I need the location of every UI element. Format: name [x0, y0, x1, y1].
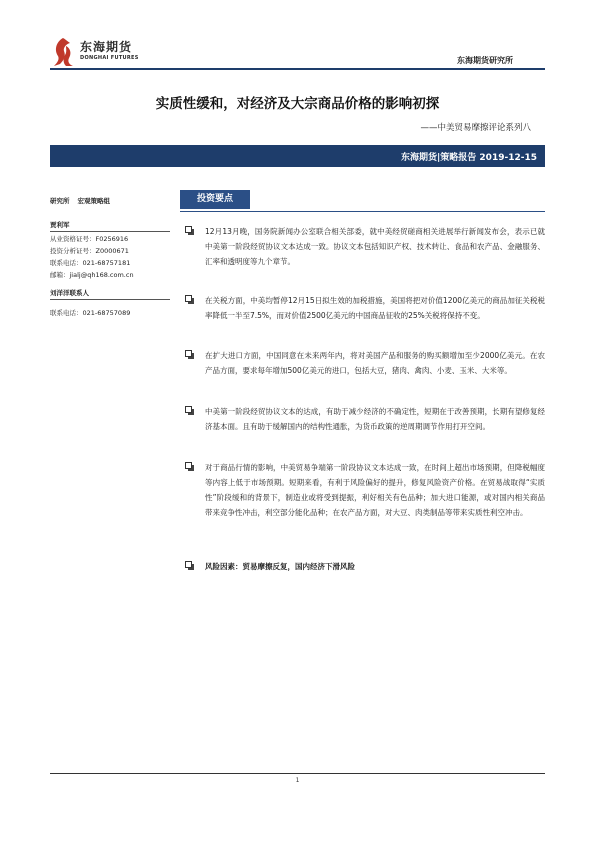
header-department: 东海期货研究所: [457, 56, 513, 65]
sidebar-department: [50, 196, 170, 205]
section-divider: [180, 211, 545, 212]
checkbox-bullet-icon: [185, 226, 192, 233]
analyst-license: 从业资格证号：F0256916: [50, 235, 129, 243]
list-item: [185, 224, 545, 269]
brand-name-en: DONGHAI FUTURES: [80, 55, 139, 61]
list-item: [185, 404, 545, 434]
analyst-investment-license: 投资分析证号：Z0000671: [50, 247, 129, 255]
footer-divider: [50, 773, 545, 774]
list-item: [185, 460, 545, 520]
list-item: [185, 293, 545, 323]
bullet-text: 对于商品行情的影响，中美贸易争端第一阶段协议文本达成一致，在时间上超出市场预期，但降税幅度等内容上低于市场预期。短期来看，有利于风险偏好的提升，修复风险资产价格。在贸易战取得“实质性”阶段缓和的背景下，制造业或将受到提振，利好相关有色品种；加大进口能源，或对国内相关商品带来竞争性冲击，利空部分能化品种；在农产品方面，对大豆、肉类制品等带来实质性利空冲击。: [205, 463, 545, 517]
report-banner: [50, 145, 545, 167]
analyst-email[interactable]: 邮箱：jialj@qh168.com.cn: [50, 271, 134, 279]
risk-text: 风险因素：贸易摩擦反复，国内经济下滑风险: [205, 562, 355, 571]
group-label: 宏观策略组: [77, 197, 110, 205]
report-title: 实质性缓和，对经济及大宗商品价格的影响初探: [155, 96, 440, 112]
banner-text: 东海期货|策略报告 2019-12-15: [401, 153, 537, 163]
report-subtitle: ——中美贸易摩擦评论系列八: [420, 123, 531, 133]
contact-name: 刘洋洋联系人: [50, 288, 170, 300]
institute-label: 研究所: [50, 197, 70, 205]
dragon-logo-icon: [50, 36, 76, 68]
header-divider: [50, 68, 545, 70]
bullet-text: 12月13月晚，国务院新闻办公室联合相关部委，就中美经贸磋商相关进展举行新闻发布会，表示已就中美第一阶段经贸协议文本达成一致。协议文本包括知识产权、技术转让、食品和农产品、金融服务、汇率和透明度等九个章节。: [205, 227, 545, 266]
contact-phone: 联系电话：021-68757089: [50, 309, 131, 317]
list-item: [185, 348, 545, 378]
sidebar: [50, 196, 170, 318]
checkbox-bullet-icon: [185, 350, 192, 357]
checkbox-bullet-icon: [185, 462, 192, 469]
checkbox-bullet-icon: [185, 561, 192, 568]
bullet-text: 中美第一阶段经贸协议文本的达成，有助于减少经济的不确定性，短期在于改善预期，长期有望修复经济基本面。且有助于缓解国内的结构性通胀，为货币政策的逆周期调节作用打开空间。: [205, 407, 545, 431]
section-title: 投资要点: [180, 190, 250, 209]
company-logo: [50, 36, 160, 70]
analyst-name: 贾利军: [50, 220, 170, 232]
checkbox-bullet-icon: [185, 295, 192, 302]
page-number: 1: [295, 777, 300, 784]
bullet-text: 在关税方面，中美均暂停12月15日拟生效的加税措施，美国将把对价值1200亿美元的商品加征关税税率降低一半至7.5%，而对价值2500亿美元的中国商品征收的25%关税将保持不变。: [205, 296, 545, 320]
bullet-text: 在扩大进口方面，中国同意在未来两年内，将对美国产品和服务的购买额增加至少2000亿美元。在农产品方面，要求每年增加500亿美元的进口，包括大豆，猪肉、禽肉、小麦、玉米、大米等。: [205, 351, 545, 375]
checkbox-bullet-icon: [185, 406, 192, 413]
brand-name-cn: 东海期货: [80, 40, 133, 54]
analyst-phone: 联系电话：021-68757181: [50, 259, 131, 267]
risk-item: [185, 559, 545, 574]
